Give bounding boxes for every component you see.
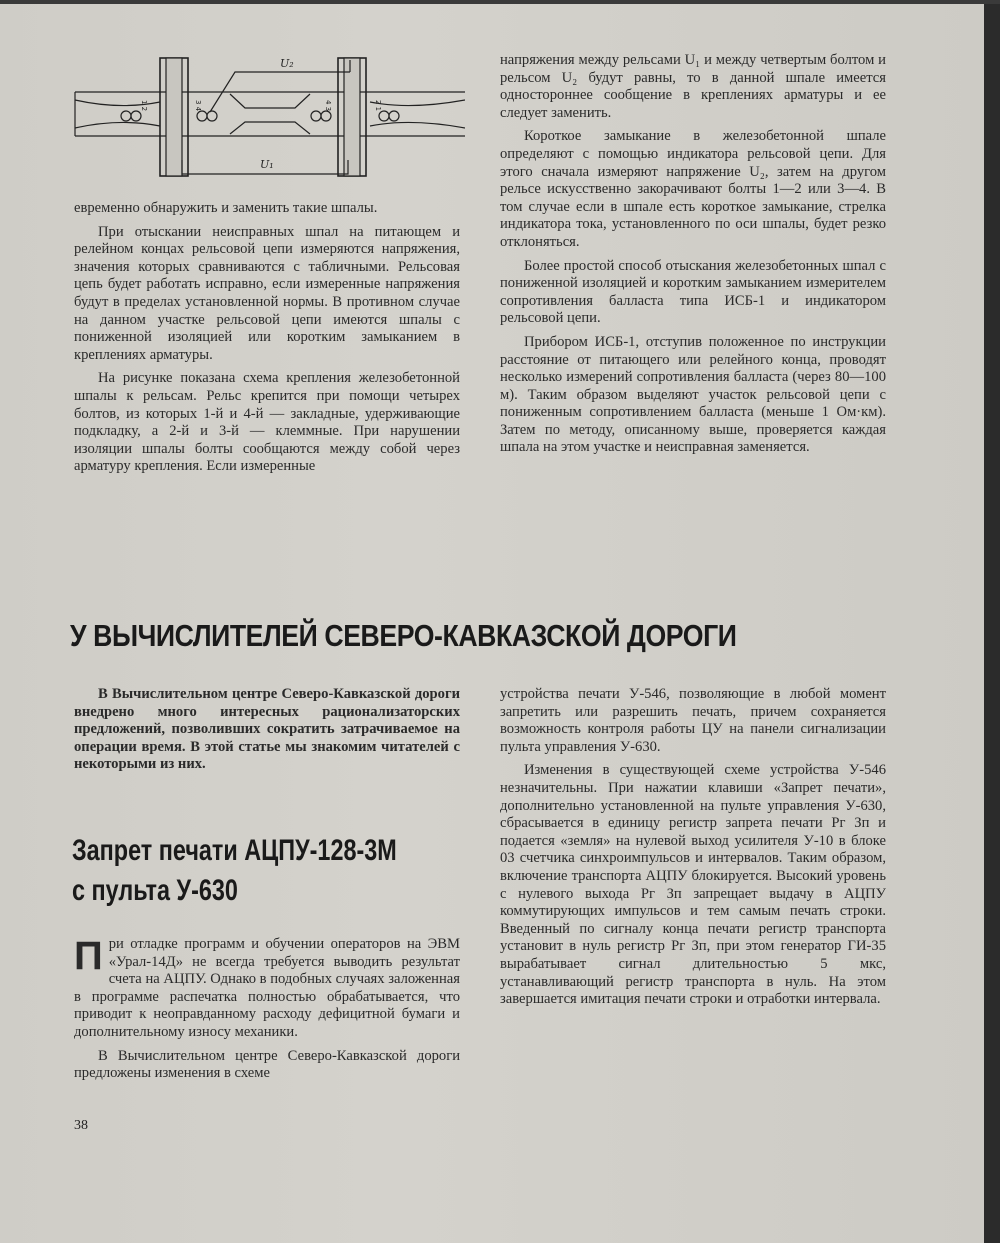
paragraph: В Вычислительном центре Северо-Кавказской дороги предложены изменения в схеме (74, 1047, 460, 1082)
paragraph: На рисунке показана схема крепления железобетонной шпалы к рельсам. Рельс крепится при помощи четырех болтов, из которых 1-й и 4-й — закладные, удерживающие подкладку, а 2-й и 3-й — клеммные. При нарушении изоляции шпалы болты сообщаются между собой через арматуру крепления. Если измеренные (74, 370, 460, 475)
dropcap: П (74, 934, 103, 978)
sleeper-fastening-diagram (70, 50, 465, 195)
figure-bolts-mid-right: 4 3 (324, 100, 332, 112)
left-column-top (74, 200, 460, 476)
lead-paragraph (74, 686, 460, 774)
right-column-bottom (500, 686, 886, 1009)
paragraph: напряжения между рельсами U₁ и между четвертым болтом и рельсом U₂ будут равны, то в данной шпале имеется одностороннее сообщение в креплениях арматуры и ее следует заменить. (500, 52, 886, 121)
paragraph: Прибором ИСБ-1, отступив положенное по инструкции расстояние от питающего или релейного конца, проводят несколько измерений сопротивления балласта (через 80—100 м). Таким образом выделяют участок рельсовой цепи с пониженным сопротивлением балласта (меньше 1 Ом·км). Затем по методу, описанному выше, проверяется каждая шпала на этом участке и неисправная заменяется. (500, 333, 886, 456)
figure-label-u1: U₁ (260, 158, 274, 171)
paragraph: евременно обнаружить и заменить такие шпалы. (74, 200, 378, 216)
paragraph: устройства печати У-546, позволяющие в любой момент запретить или разрешить печать, причем сохраняется возможность контроля работы ЦУ на панели сигнализации пульта управления У-630. (500, 686, 886, 755)
first-paragraph-text: ри отладке программ и обучении операторов на ЭВМ «Урал-14Д» не всегда требуется выводить результат счета на АЦПУ. Однако в подобных случаях заложенная в программе распечатка полностью обрабатывается, что приводит к неоправданному расходу дефицитной бумаги и дополнительному износу механики. (74, 936, 460, 1040)
figure-bolts-right: 2 1 (374, 100, 382, 112)
figure-bolts-mid-left: 3 4 (194, 100, 202, 112)
page-top-edge (0, 0, 1000, 4)
figure-bolts-left: 1 2 (140, 100, 148, 112)
paragraph (74, 936, 460, 1042)
lead-text: В Вычислительном центре Северо-Кавказской дороги внедрено много интересных рационализаторских предложений, позволивших сократить затрачиваемое на операции время. В этой статье мы знакомим читателей с некоторыми из них. (74, 686, 460, 773)
article-title-line1: Запрет печати АЦПУ-128-3М (72, 834, 397, 867)
left-column-bottom (74, 936, 460, 1083)
right-column-top (500, 52, 886, 457)
paragraph: При отыскании неисправных шпал на питающем и релейном концах рельсовой цепи измеряются напряжения, значения которых сравниваются с табличными. Рельсовая цепь будет работать исправно, если измеренные напряжения будут в пределах установленной нормы. В противном случае на данном участке рельсовой цепи имеются шпалы с пониженной изоляцией или коротким замыканием в креплениях арматуры. (74, 223, 460, 363)
page-number: 38 (74, 1118, 88, 1133)
section-heading: У ВЫЧИСЛИТЕЛЕЙ СЕВЕРО-КАВКАЗСКОЙ ДОРОГИ (70, 618, 737, 653)
paragraph: Короткое замыкание в железобетонной шпале определяют с помощью индикатора рельсовой цепи. Для этого сначала измеряют напряжение U₂, затем на другом рельсе искусственно закорачивают болты 1—2 или 3—4. В том случае если в шпале есть короткое замыкание, стрелка индикатора тока, установленного по оси шпалы, будет резко отклоняться. (500, 128, 886, 250)
figure-label-u2: U₂ (280, 57, 294, 70)
article-title-line2: с пульта У-630 (72, 874, 238, 907)
paragraph: Более простой способ отыскания железобетонных шпал с пониженной изоляцией и коротким замыканием измерителем сопротивления балласта типа ИСБ-1 и индикатором рельсовой цепи. (500, 257, 886, 327)
page-edge-shadow (984, 0, 1000, 1243)
paragraph: Изменения в существующей схеме устройства У-546 незначительны. При нажатии клавиши «Запрет печати», дополнительно установленной на пульте управления У-630, сбрасывается в единицу регистр запрета печати Рг Зп и подается «земля» на нулевой выход усилителя У-10 в блоке 03 счетчика синхроимпульсов и интервалов. Таким образом, включение транспорта АЦПУ блокируется. Высокий уровень с нулевого выхода Рг Зп запрещает выдачу в АЦПУ коммутирующих импульсов и тем самым печать строки. Введенный по сигналу конца печати регистр транспорта установит в нуль регистр Рг Зп, при этом генератор ГИ-35 вырабатывает сигнал длительностью 5 мкс, устанавливающий регистр транспорта в нуль. На этом завершается имитация печати строки и отработки интервала. (500, 762, 886, 1008)
